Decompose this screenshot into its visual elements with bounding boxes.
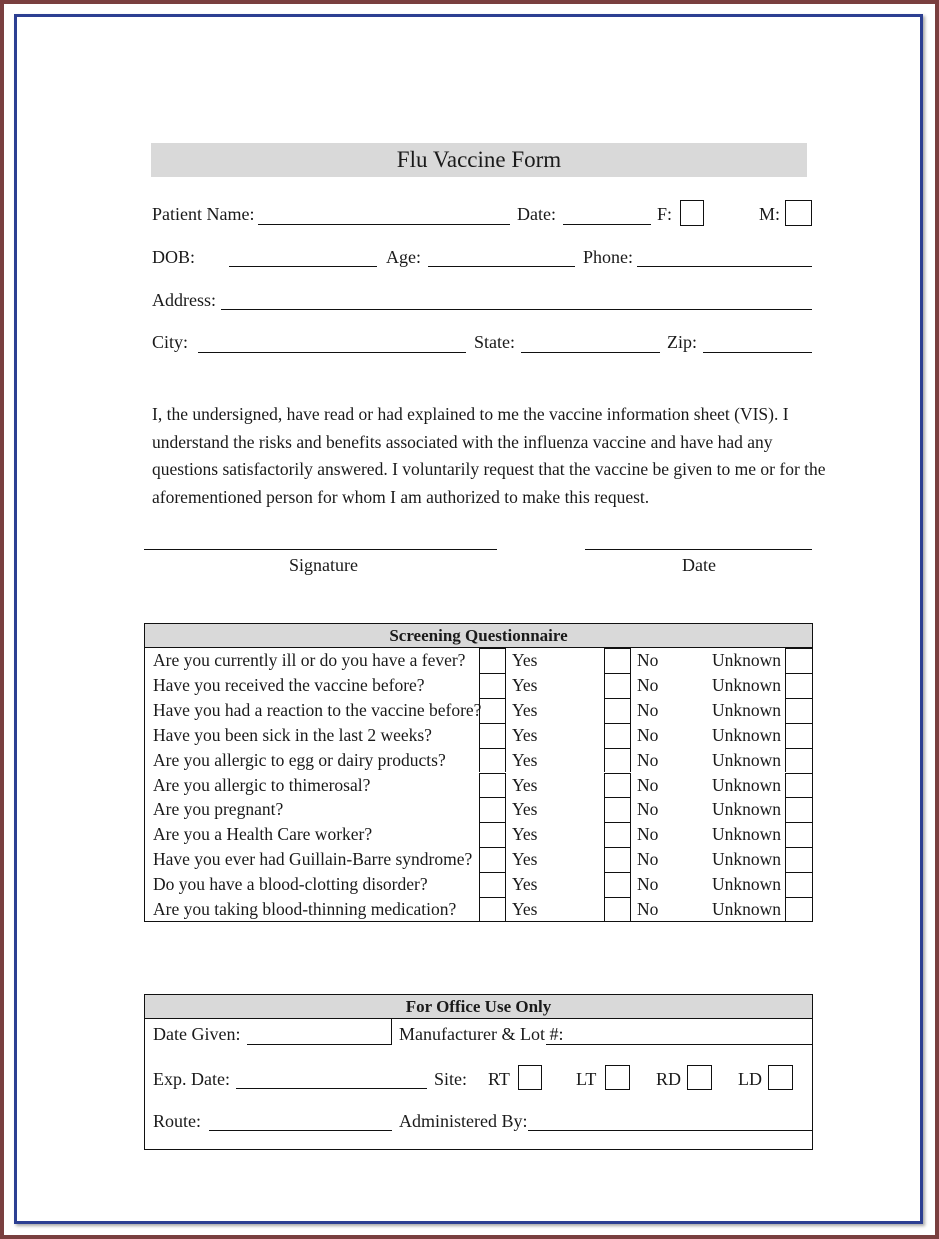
site-lt-label: LT: [576, 1069, 597, 1089]
route-label: Route:: [153, 1111, 201, 1131]
no-label: No: [637, 899, 659, 919]
signature-label: Signature: [289, 555, 358, 575]
screening-question: Are you allergic to thimerosal?: [153, 774, 371, 795]
unknown-checkbox[interactable]: [785, 723, 812, 748]
screening-row: [145, 773, 812, 798]
yes-checkbox[interactable]: [479, 673, 506, 698]
state-field[interactable]: [521, 352, 660, 353]
yes-checkbox[interactable]: [479, 648, 506, 673]
dob-label: DOB:: [152, 247, 196, 267]
no-label: No: [637, 650, 659, 670]
screening-question: Are you currently ill or do you have a fever?: [153, 650, 466, 670]
yes-checkbox[interactable]: [479, 847, 506, 872]
yes-label: Yes: [512, 874, 538, 895]
screening-row: [145, 897, 812, 922]
patient-name-label: Patient Name:: [152, 204, 255, 224]
yes-label: Yes: [512, 650, 538, 670]
screening-row: [145, 648, 812, 673]
date-given-field[interactable]: [247, 1044, 392, 1045]
screening-question: Are you pregnant?: [153, 799, 284, 820]
screening-question: Are you allergic to egg or dairy products?: [153, 749, 446, 770]
yes-label: Yes: [512, 824, 538, 845]
yes-checkbox[interactable]: [479, 822, 506, 847]
unknown-label: Unknown: [712, 699, 782, 720]
consent-line: I, the undersigned, have read or had explained to me the vaccine information sheet (VIS). I: [152, 404, 789, 424]
zip-label: Zip:: [667, 332, 697, 352]
no-checkbox[interactable]: [604, 723, 631, 748]
yes-checkbox[interactable]: [479, 723, 506, 748]
site-ld-checkbox[interactable]: [768, 1065, 793, 1090]
date-field[interactable]: [563, 224, 651, 225]
signature-field[interactable]: [144, 549, 497, 550]
unknown-label: Unknown: [712, 874, 782, 895]
no-checkbox[interactable]: [604, 748, 631, 773]
unknown-label: Unknown: [712, 799, 782, 820]
male-label: M:: [759, 204, 781, 224]
exp-date-label: Exp. Date:: [153, 1069, 230, 1089]
screening-question: Do you have a blood-clotting disorder?: [153, 874, 428, 895]
phone-field[interactable]: [637, 266, 812, 267]
no-label: No: [637, 674, 659, 695]
zip-field[interactable]: [703, 352, 812, 353]
form-title: Flu Vaccine Form: [151, 143, 807, 177]
no-checkbox[interactable]: [604, 773, 631, 798]
signature-date-label: Date: [682, 555, 716, 575]
site-rd-label: RD: [656, 1069, 682, 1089]
yes-label: Yes: [512, 849, 538, 870]
unknown-label: Unknown: [712, 674, 782, 695]
unknown-checkbox[interactable]: [785, 847, 812, 872]
age-field[interactable]: [428, 266, 575, 267]
screening-row: [145, 723, 812, 748]
screening-question: Have you received the vaccine before?: [153, 674, 425, 695]
yes-checkbox[interactable]: [479, 698, 506, 723]
unknown-checkbox[interactable]: [785, 673, 812, 698]
unknown-checkbox[interactable]: [785, 822, 812, 847]
site-rt-label: RT: [488, 1069, 510, 1089]
manufacturer-label: Manufacturer & Lot #:: [399, 1024, 564, 1044]
no-checkbox[interactable]: [604, 897, 631, 922]
age-label: Age:: [386, 247, 421, 267]
date-given-label: Date Given:: [153, 1024, 241, 1044]
unknown-label: Unknown: [712, 650, 782, 670]
yes-checkbox[interactable]: [479, 897, 506, 922]
yes-label: Yes: [512, 724, 538, 745]
screening-question: Have you had a reaction to the vaccine before?: [153, 699, 482, 720]
yes-checkbox[interactable]: [479, 872, 506, 897]
screening-row: [145, 673, 812, 698]
no-label: No: [637, 774, 659, 795]
no-checkbox[interactable]: [604, 872, 631, 897]
route-field[interactable]: [209, 1130, 392, 1131]
unknown-label: Unknown: [712, 724, 782, 745]
consent-paragraph: [152, 401, 832, 511]
address-label: Address:: [152, 290, 216, 310]
yes-label: Yes: [512, 799, 538, 820]
phone-label: Phone:: [583, 247, 634, 267]
no-label: No: [637, 799, 659, 820]
screening-question: Have you ever had Guillain-Barre syndrome?: [153, 849, 473, 870]
screening-question: Have you been sick in the last 2 weeks?: [153, 724, 432, 745]
consent-line: questions satisfactorily answered. I voluntarily request that the vaccine be given to me or for the: [152, 459, 826, 479]
unknown-label: Unknown: [712, 749, 782, 770]
site-ld-label: LD: [738, 1069, 762, 1089]
unknown-checkbox[interactable]: [785, 897, 812, 922]
unknown-checkbox[interactable]: [785, 698, 812, 723]
address-field[interactable]: [221, 309, 812, 310]
yes-label: Yes: [512, 899, 538, 919]
yes-label: Yes: [512, 749, 538, 770]
unknown-label: Unknown: [712, 824, 782, 845]
screening-row: [145, 748, 812, 773]
female-checkbox[interactable]: [680, 200, 704, 226]
no-checkbox[interactable]: [604, 847, 631, 872]
dob-field[interactable]: [229, 266, 377, 267]
yes-checkbox[interactable]: [479, 773, 506, 798]
unknown-checkbox[interactable]: [785, 748, 812, 773]
manufacturer-field[interactable]: [546, 1044, 813, 1045]
site-rd-checkbox[interactable]: [687, 1065, 712, 1090]
screening-questionnaire: [144, 623, 813, 922]
screening-row: [145, 872, 812, 897]
screening-row: [145, 698, 812, 723]
unknown-checkbox[interactable]: [785, 797, 812, 822]
no-checkbox[interactable]: [604, 673, 631, 698]
signature-date-field[interactable]: [585, 549, 812, 550]
no-checkbox[interactable]: [604, 698, 631, 723]
site-label: Site:: [434, 1069, 468, 1089]
screening-row: [145, 822, 812, 847]
no-label: No: [637, 749, 659, 770]
unknown-label: Unknown: [712, 849, 782, 870]
administered-by-label: Administered By:: [399, 1111, 528, 1131]
no-label: No: [637, 824, 659, 845]
city-label: City:: [152, 332, 189, 352]
unknown-checkbox[interactable]: [785, 648, 812, 673]
no-checkbox[interactable]: [604, 648, 631, 673]
consent-line: aforementioned person for whom I am authorized to make this request.: [152, 486, 650, 507]
screening-row: [145, 797, 812, 822]
no-label: No: [637, 724, 659, 745]
no-label: No: [637, 699, 659, 720]
unknown-label: Unknown: [712, 774, 782, 795]
unknown-label: Unknown: [712, 899, 782, 919]
yes-checkbox[interactable]: [479, 748, 506, 773]
screening-question: Are you taking blood-thinning medication?: [153, 899, 457, 919]
screening-row: [145, 847, 812, 872]
office-title: For Office Use Only: [145, 995, 812, 1019]
patient-name-field[interactable]: [258, 224, 510, 225]
female-label: F:: [657, 204, 673, 224]
male-checkbox[interactable]: [785, 200, 812, 226]
site-lt-checkbox[interactable]: [605, 1065, 630, 1090]
date-label: Date:: [517, 204, 556, 224]
no-checkbox[interactable]: [604, 822, 631, 847]
yes-label: Yes: [512, 699, 538, 720]
no-checkbox[interactable]: [604, 797, 631, 822]
state-label: State:: [474, 332, 515, 352]
no-label: No: [637, 874, 659, 895]
site-rt-checkbox[interactable]: [518, 1065, 542, 1090]
no-label: No: [637, 849, 659, 870]
unknown-checkbox[interactable]: [785, 773, 812, 798]
consent-line: understand the risks and benefits associated with the influenza vaccine and have had any: [152, 431, 773, 452]
office-use-section: [144, 994, 813, 1150]
exp-date-field[interactable]: [236, 1088, 427, 1089]
yes-checkbox[interactable]: [479, 797, 506, 822]
administered-by-field[interactable]: [528, 1130, 813, 1131]
city-field[interactable]: [198, 352, 466, 353]
unknown-checkbox[interactable]: [785, 872, 812, 897]
screening-question: Are you a Health Care worker?: [153, 824, 373, 845]
yes-label: Yes: [512, 674, 538, 695]
screening-title: Screening Questionnaire: [145, 624, 812, 648]
yes-label: Yes: [512, 774, 538, 795]
divider: [391, 1019, 392, 1045]
